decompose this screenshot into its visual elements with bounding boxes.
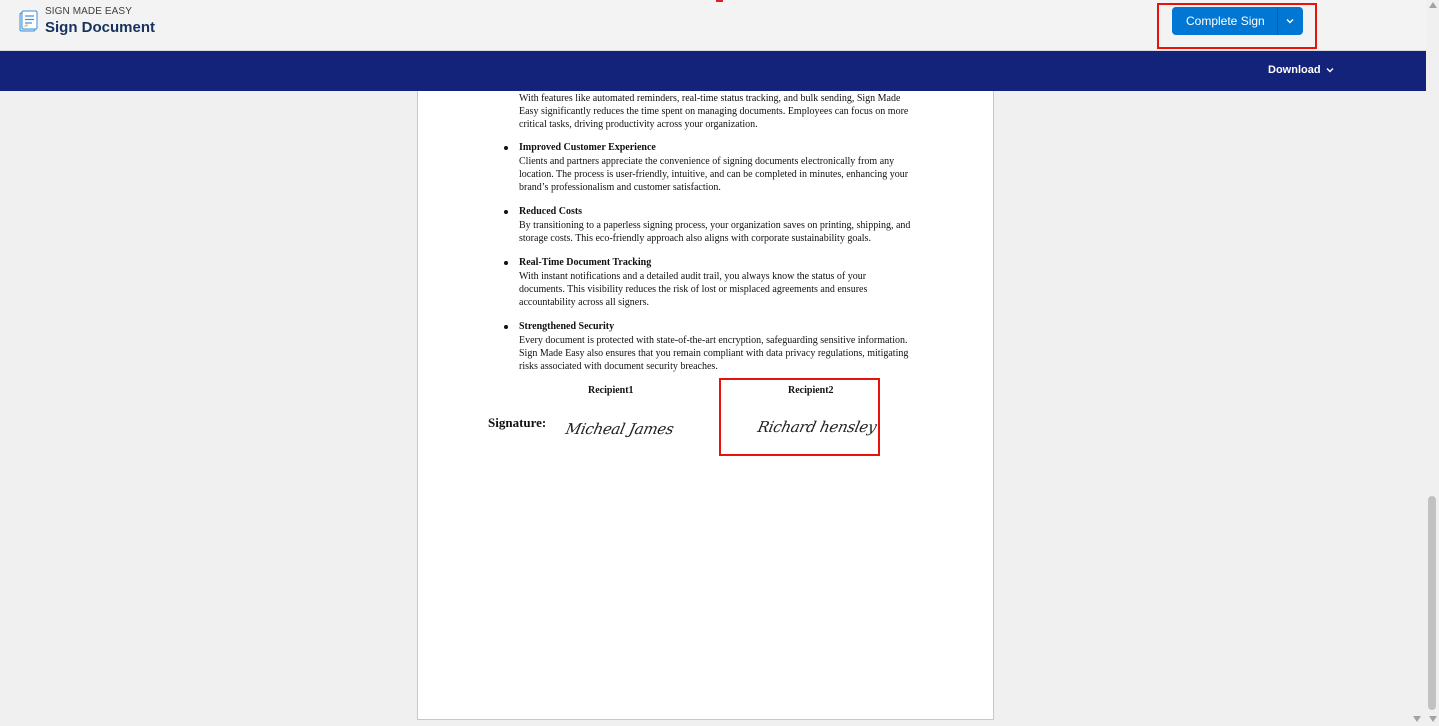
text-line: accountability across all signers. [519,297,649,309]
recipient1-signature: Micheal James [564,420,676,438]
text-line: Sign Made Easy also ensures that you remain compliant with data privacy regulations, mitigating [519,348,909,360]
recipient2-label: Recipient2 [788,385,834,396]
signature-label: Signature: [488,415,547,430]
recipient1-label: Recipient1 [588,385,634,396]
item-title: Reduced Costs [519,206,583,217]
highlight-fragment [716,0,723,2]
scroll-thumb[interactable] [1428,496,1436,710]
chevron-down-icon [1286,18,1294,24]
text-line: By transitioning to a paperless signing process, your organization saves on printing, shipping, and [519,220,911,231]
text-line: documents. This visibility reduces the risk of lost or misplaced agreements and ensures [519,284,868,296]
item-title: Strengthened Security [519,321,615,332]
scrollbar[interactable] [1426,0,1439,726]
item-body [519,219,910,245]
download-button[interactable] [1268,64,1334,76]
complete-sign-button-group [1172,7,1303,35]
bullet-marker [504,146,508,150]
bullet-marker [504,325,508,329]
recipient2-signature-field[interactable]: Richard hensley [756,418,879,436]
text-line: location. The process is user-friendly, intuitive, and can be completed in minutes, enhancing your [519,169,909,181]
text-line: Every document is protected with state-of-the-art encryption, safeguarding sensitive information. [519,335,908,346]
bullet-marker [504,261,508,265]
text-line: With instant notifications and a detailed audit trail, you always know the status of your [519,271,867,282]
action-bar [0,51,1426,91]
item-title: Real-Time Document Tracking [519,257,652,268]
bullet-marker [504,210,508,214]
page-scroll-down-arrow[interactable] [1413,716,1421,722]
item-title: Improved Customer Experience [519,142,656,153]
text-line: brand’s professionalism and customer satisfaction. [519,182,721,194]
document-icon [19,10,38,32]
download-label: Download [1268,64,1321,76]
scroll-up-arrow[interactable] [1429,2,1437,8]
text-line: storage costs. This eco-friendly approach also aligns with corporate sustainability goals. [519,233,871,245]
text-line: Clients and partners appreciate the convenience of signing documents electronically from any [519,156,895,167]
page-title: Sign Document [45,19,156,36]
scroll-down-arrow[interactable] [1429,716,1437,722]
page-header [0,0,1426,51]
item-body [519,270,867,310]
text-line: Easy significantly reduces the time spent on managing documents. Employees can focus on more [519,106,909,118]
complete-sign-menu-button[interactable] [1277,7,1303,35]
text-line: critical tasks, driving productivity across your organization. [519,119,758,131]
text-line: risks associated with document security breaches. [519,361,718,373]
text-line: With features like automated reminders, real-time status tracking, and bulk sending, Sign Made [519,93,901,104]
chevron-down-icon [1326,67,1334,73]
complete-sign-button[interactable]: Complete Sign [1172,7,1277,35]
item-body [519,334,908,374]
intro-paragraph [519,92,908,132]
item-body [519,155,908,195]
app-name: SIGN MADE EASY [45,6,132,17]
document-page [417,91,994,720]
